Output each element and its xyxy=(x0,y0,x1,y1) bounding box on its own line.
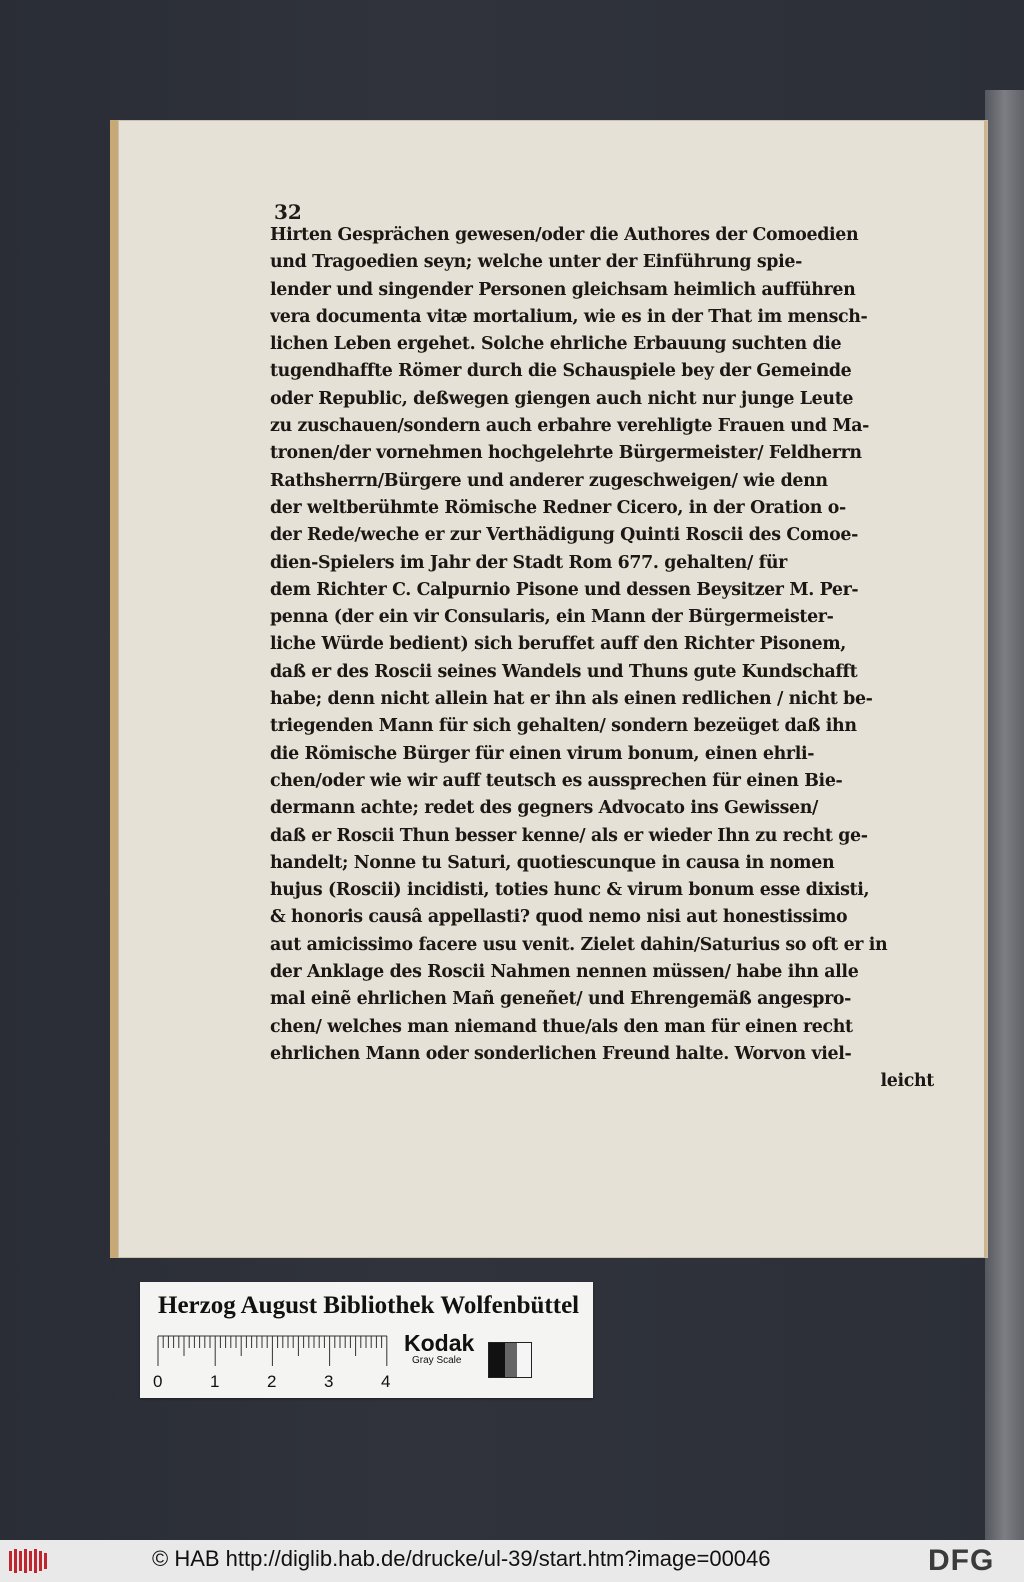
text-line: habe; denn nicht allein hat er ihn als einen redlichen / nicht be- xyxy=(270,689,873,710)
library-color-card xyxy=(140,1282,593,1398)
text-line: daß er des Roscii seines Wandels und Thuns gute Kundschafft xyxy=(270,661,858,682)
text-line: die Römische Bürger für einen virum bonum, einen ehrli- xyxy=(270,743,815,764)
text-line: der Anklage des Roscii Nahmen nennen müssen/ habe ihn alle xyxy=(270,962,859,983)
page-text xyxy=(270,222,934,1096)
text-line: der Rede/weche er zur Verthädigung Quinti Roscii des Comoe- xyxy=(270,525,859,546)
ruler-number: 4 xyxy=(381,1372,391,1391)
text-line: lender und singender Personen gleichsam heimlich aufführen xyxy=(270,279,856,300)
text-line: ehrlichen Mann oder sonderlichen Freund halte. Worvon viel- xyxy=(270,1043,852,1064)
ruler-numbers xyxy=(150,1372,390,1392)
text-line: chen/ welches man niemand thue/als den man für einen recht xyxy=(270,1016,853,1037)
adjacent-page-edge xyxy=(985,90,1024,1540)
text-line: oder Republic, deßwegen giengen auch nicht nur junge Leute xyxy=(270,388,854,409)
text-line: & honoris causâ appellasti? quod nemo nisi aut honestissimo xyxy=(270,907,848,928)
text-line: hujus (Roscii) incidisti, toties hunc & virum bonum esse dixisti, xyxy=(270,880,870,901)
text-line: Hirten Gesprächen gewesen/oder die Authores der Comoedien xyxy=(270,225,859,245)
catchword: leicht xyxy=(880,1071,934,1092)
ruler-number: 3 xyxy=(324,1372,334,1391)
text-line: mal einẽ ehrlichen Mañ geneñet/ und Ehrengemäß angespro- xyxy=(270,989,852,1010)
hab-logo-icon xyxy=(8,1548,48,1574)
text-line: handelt; Nonne tu Saturi, quotiescunque in causa in nomen xyxy=(270,852,835,873)
source-url[interactable]: © HAB http://diglib.hab.de/drucke/ul-39/start.htm?image=00046 xyxy=(152,1546,771,1571)
text-line: und Tragoedien seyn; welche unter der Einführung spie- xyxy=(270,252,802,273)
text-line: lichen Leben ergehet. Solche ehrliche Erbauung suchten die xyxy=(270,334,842,355)
text-line: daß er Roscii Thun besser kenne/ als er wieder Ihn zu recht ge- xyxy=(270,825,868,846)
text-line: zu zuschauen/sondern auch erbahre verehligte Frauen und Ma- xyxy=(270,416,870,437)
text-line: dien-Spielers im Jahr der Stadt Rom 677. gehalten/ für xyxy=(270,552,787,573)
text-line: liche Würde bedient) sich beruffet auff den Richter Pisonem, xyxy=(270,634,847,655)
text-line: der weltberühmte Römische Redner Cicero, in der Oration o- xyxy=(270,497,846,518)
ruler-number: 0 xyxy=(153,1372,163,1391)
text-line: aut amicissimo facere usu venit. Zielet dahin/Saturius so oft er in xyxy=(270,934,888,955)
dfg-logo: DFG xyxy=(928,1544,995,1577)
page-number: 32 xyxy=(274,200,302,224)
text-line: chen/oder wie wir auff teutsch es aussprechen für einen Bie- xyxy=(270,770,843,791)
library-name: Herzog August Bibliothek Wolfenbüttel xyxy=(158,1292,580,1319)
ruler-scale xyxy=(156,1334,388,1368)
footer-bar xyxy=(0,1540,1024,1582)
text-line: vera documenta vitæ mortalium, wie es in der That im mensch- xyxy=(270,306,868,327)
gray-scale-label: Gray Scale xyxy=(412,1355,462,1366)
text-line: tugendhaffte Römer durch die Schauspiele bey der Gemeinde xyxy=(270,361,852,382)
gray-scale-chip xyxy=(488,1342,532,1378)
text-line: tronen/der vornehmen hochgelehrte Bürgermeister/ Feldherrn xyxy=(270,443,862,464)
text-line: Rathsherrn/Bürgere und anderer zugeschweigen/ wie denn xyxy=(270,470,828,491)
text-line: penna (der ein vir Consularis, ein Mann der Bürgermeister- xyxy=(270,607,834,628)
text-line: dem Richter C. Calpurnio Pisone und dessen Beysitzer M. Per- xyxy=(270,579,859,600)
kodak-logo: Kodak xyxy=(404,1330,475,1356)
ruler-number: 2 xyxy=(267,1372,277,1391)
text-line: dermann achte; redet des gegners Advocato ins Gewissen/ xyxy=(270,798,819,819)
ruler-number: 1 xyxy=(210,1372,220,1391)
text-line: triegenden Mann für sich gehalten/ sondern bezeüget daß ihn xyxy=(270,716,857,737)
